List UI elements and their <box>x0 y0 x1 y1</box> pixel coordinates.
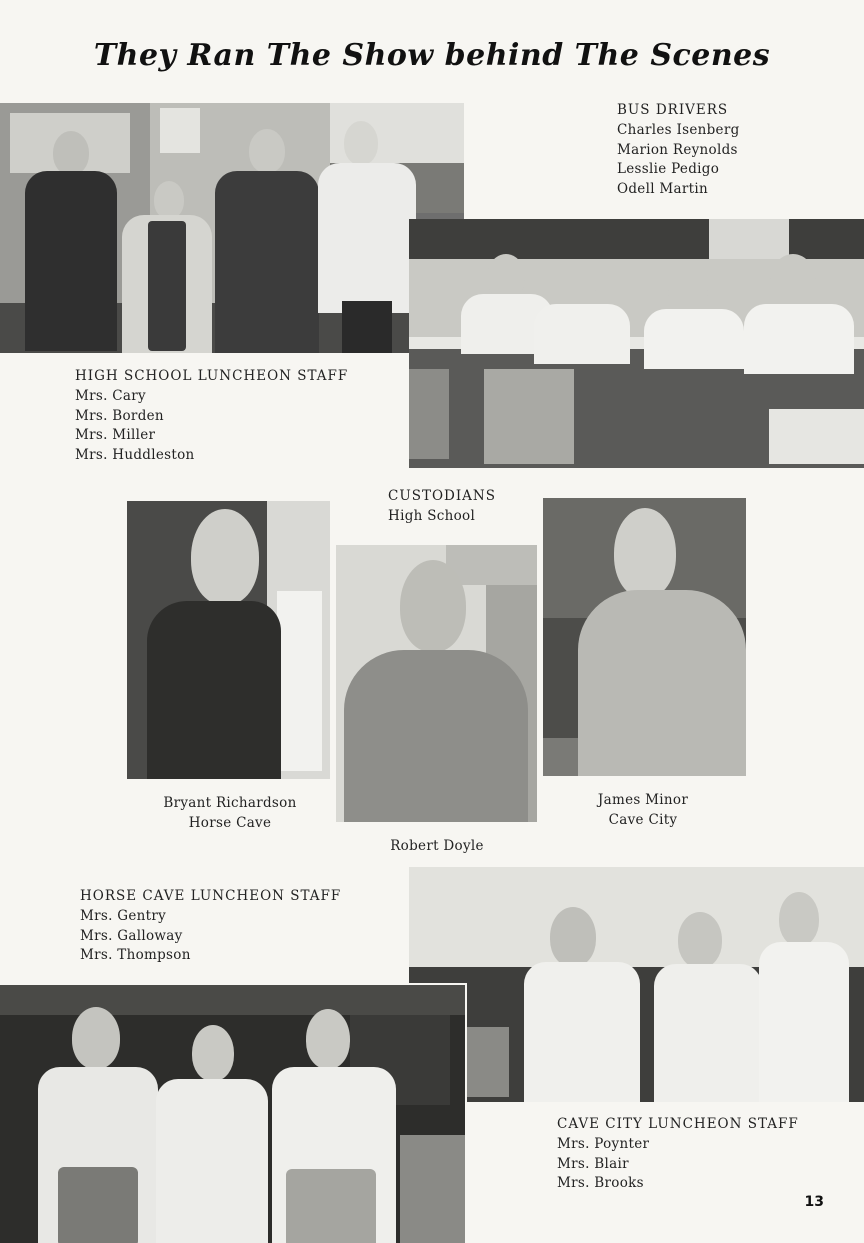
hc-luncheon-heading: HORSE CAVE LUNCHEON STAFF <box>80 888 342 904</box>
custodian-name: James Minor <box>597 792 689 808</box>
hc-luncheon-photo <box>0 983 467 1243</box>
cc-luncheon-heading: CAVE CITY LUNCHEON STAFF <box>557 1116 799 1132</box>
custodians-subheading: High School <box>388 507 476 524</box>
hc-luncheon-name: Mrs. Galloway <box>80 927 183 944</box>
hs-luncheon-photo <box>409 219 864 468</box>
custodian-james-photo <box>543 498 746 776</box>
custodian-bryant-photo <box>127 501 330 779</box>
cc-luncheon-name: Mrs. Blair <box>557 1155 629 1172</box>
bus-driver-name: Charles Isenberg <box>617 121 740 138</box>
page-title: They Ran The Show behind The Scenes <box>93 38 771 73</box>
hs-luncheon-name: Mrs. Cary <box>75 387 146 404</box>
custodian-bryant-caption <box>150 794 310 834</box>
bus-driver-name: Odell Martin <box>617 181 708 198</box>
hs-luncheon-name: Mrs. Borden <box>75 407 164 424</box>
custodian-location: Horse Cave <box>188 814 272 831</box>
custodians-heading: CUSTODIANS <box>388 488 496 504</box>
hc-luncheon-name: Mrs. Thompson <box>80 947 191 964</box>
cc-luncheon-photo <box>409 867 864 1102</box>
custodians-caption <box>388 487 496 527</box>
hs-luncheon-heading: HIGH SCHOOL LUNCHEON STAFF <box>75 368 349 384</box>
hc-luncheon-name: Mrs. Gentry <box>80 907 167 924</box>
hc-luncheon-caption <box>80 887 341 966</box>
custodian-james-caption <box>563 791 723 831</box>
bus-driver-name: Lesslie Pedigo <box>617 161 720 178</box>
hs-luncheon-name: Mrs. Huddleston <box>75 447 195 464</box>
hs-luncheon-name: Mrs. Miller <box>75 427 156 444</box>
hs-luncheon-caption <box>75 367 348 466</box>
cc-luncheon-name: Mrs. Brooks <box>557 1175 644 1192</box>
bus-drivers-photo <box>0 103 464 353</box>
bus-drivers-caption <box>617 101 740 200</box>
bus-drivers-heading: BUS DRIVERS <box>617 102 729 118</box>
page-number: 13 <box>804 1194 824 1210</box>
custodian-robert-photo <box>336 545 537 822</box>
custodian-name: Robert Doyle <box>390 838 484 854</box>
bus-driver-name: Marion Reynolds <box>617 141 738 158</box>
custodian-location: Cave City <box>608 811 678 828</box>
cc-luncheon-name: Mrs. Poynter <box>557 1135 650 1152</box>
cc-luncheon-caption <box>557 1115 799 1194</box>
custodian-name: Bryant Richardson <box>163 795 297 811</box>
custodian-robert-caption <box>357 837 517 857</box>
